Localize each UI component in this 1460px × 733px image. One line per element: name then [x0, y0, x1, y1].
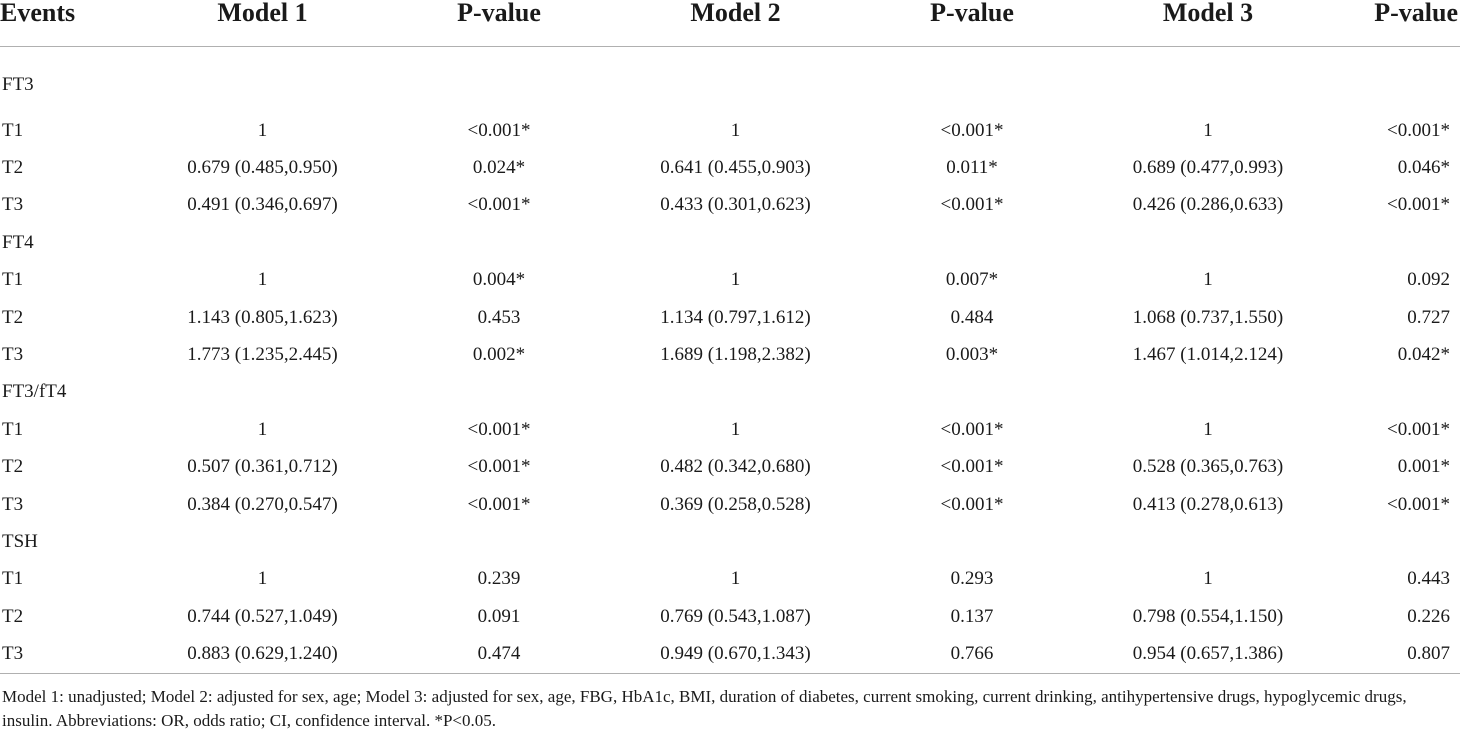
- p-value-2: [878, 47, 1066, 113]
- model-3-value: 1.467 (1.014,2.124): [1132, 344, 1284, 366]
- p-value-2: 0.766: [878, 635, 1066, 674]
- model-2-value: 0.641 (0.455,0.903): [660, 157, 811, 179]
- model-1-value: [120, 374, 405, 411]
- model-2-value: [593, 47, 878, 113]
- table-row: [0, 486, 1460, 523]
- tertile-label: T1: [2, 568, 24, 590]
- tertile-label: T3: [2, 493, 24, 515]
- model-3-value: 1: [1203, 418, 1213, 440]
- model-1-value: 0.384 (0.270,0.547): [187, 493, 338, 515]
- p-value-3: <0.001*: [1387, 493, 1450, 515]
- model-2-value: 0.769 (0.543,1.087): [660, 605, 811, 627]
- p-value-1: [405, 224, 593, 261]
- p-value-2: 0.484: [950, 306, 994, 328]
- header-p-value-2: P-value: [878, 0, 1066, 47]
- table-header: [0, 0, 1460, 47]
- model-2-value: 0.949 (0.670,1.343): [593, 635, 878, 674]
- model-3-value: [1066, 224, 1350, 261]
- tertile-label: T2: [2, 157, 24, 179]
- tertile-label: T2: [2, 605, 24, 627]
- table-row: [0, 411, 1460, 448]
- table-body: [0, 47, 1460, 674]
- model-2-value: 1: [730, 119, 741, 141]
- p-value-2: 0.011*: [946, 157, 998, 179]
- model-1-value: 0.491 (0.346,0.697): [187, 194, 338, 216]
- model-2-value: 0.433 (0.301,0.623): [660, 194, 811, 216]
- p-value-1: 0.239: [477, 568, 521, 590]
- group-label: TSH: [2, 530, 38, 552]
- p-value-1: 0.453: [477, 306, 521, 328]
- p-value-2: <0.001*: [940, 456, 1004, 478]
- model-1-value: 0.883 (0.629,1.240): [120, 635, 405, 674]
- model-1-value: [120, 523, 405, 560]
- p-value-1: 0.474: [405, 635, 593, 674]
- p-value-3: 0.042*: [1397, 344, 1450, 366]
- model-3-value: 1: [1203, 269, 1213, 291]
- table-footnote: Model 1: unadjusted; Model 2: adjusted for sex, age; Model 3: adjusted for sex, age, FBG, HbA1c, BMI, duration of diabetes, current smoking, current drinking, antihypertensive drugs, hypoglycemic drugs, insulin. Abbreviations: OR, odds ratio; CI, confidence interval. *P<0.05.: [2, 687, 1407, 730]
- group-label: FT3/fT4: [2, 381, 67, 403]
- p-value-3: 0.092: [1407, 269, 1450, 291]
- p-value-2: [878, 523, 1066, 560]
- header-p-value-1: P-value: [405, 0, 593, 47]
- p-value-1: <0.001*: [467, 194, 531, 216]
- p-value-1: [405, 523, 593, 560]
- tertile-label: T3: [2, 344, 24, 366]
- tertile-label: T3: [2, 194, 24, 216]
- p-value-2: 0.007*: [945, 269, 999, 291]
- group-row: [0, 374, 1460, 411]
- p-value-1: [405, 374, 593, 411]
- model-1-value: 1: [257, 418, 268, 440]
- p-value-1: [405, 47, 593, 113]
- table-row: [0, 635, 1460, 674]
- tertile-label: T3: [0, 635, 120, 674]
- p-value-3: <0.001*: [1387, 119, 1450, 141]
- p-value-1: 0.024*: [472, 157, 526, 179]
- p-value-3: 0.226: [1407, 605, 1450, 627]
- table-row: [0, 336, 1460, 373]
- model-2-value: 1: [730, 568, 741, 590]
- model-1-value: 1: [257, 568, 268, 590]
- tertile-label: T1: [2, 418, 24, 440]
- model-3-value: 0.426 (0.286,0.633): [1132, 194, 1284, 216]
- model-3-value: 0.528 (0.365,0.763): [1132, 456, 1284, 478]
- model-1-value: [120, 47, 405, 113]
- model-1-value: 1.143 (0.805,1.623): [187, 306, 338, 328]
- p-value-2: <0.001*: [940, 119, 1004, 141]
- model-3-value: [1066, 47, 1350, 113]
- model-3-value: 1.068 (0.737,1.550): [1132, 306, 1284, 328]
- model-2-value: 1.689 (1.198,2.382): [660, 344, 811, 366]
- p-value-2: 0.003*: [945, 344, 999, 366]
- tertile-label: T2: [2, 306, 24, 328]
- model-3-value: [1066, 523, 1350, 560]
- model-2-value: [593, 523, 878, 560]
- model-1-value: [120, 224, 405, 261]
- model-3-value: 0.689 (0.477,0.993): [1132, 157, 1284, 179]
- model-2-value: 1.134 (0.797,1.612): [660, 306, 811, 328]
- model-2-value: 1: [730, 269, 741, 291]
- p-value-3: <0.001*: [1387, 418, 1450, 440]
- p-value-2: <0.001*: [940, 194, 1004, 216]
- table-row: [0, 299, 1460, 336]
- header-p-value-3: P-value: [1350, 0, 1460, 47]
- p-value-2: 0.137: [950, 605, 994, 627]
- model-1-value: 1: [257, 269, 268, 291]
- tertile-label: T1: [2, 119, 24, 141]
- p-value-1: 0.002*: [472, 344, 526, 366]
- model-2-value: 0.369 (0.258,0.528): [660, 493, 811, 515]
- model-3-value: 1: [1203, 119, 1213, 141]
- p-value-1: <0.001*: [467, 456, 531, 478]
- model-1-value: 0.679 (0.485,0.950): [187, 157, 338, 179]
- group-label: FT4: [2, 231, 34, 253]
- header-row: [0, 0, 1460, 47]
- header-model-3: Model 3: [1066, 0, 1350, 47]
- p-value-3: <0.001*: [1387, 194, 1450, 216]
- p-value-1: 0.004*: [472, 269, 526, 291]
- p-value-3: 0.001*: [1397, 456, 1450, 478]
- model-1-value: 0.744 (0.527,1.049): [187, 605, 338, 627]
- group-row: [0, 224, 1460, 261]
- p-value-2: <0.001*: [940, 418, 1004, 440]
- header-model-2: Model 2: [593, 0, 878, 47]
- model-2-value: [593, 224, 878, 261]
- tertile-label: T1: [2, 269, 24, 291]
- group-label: FT3: [2, 73, 34, 95]
- p-value-3: [1350, 523, 1460, 560]
- group-row: [0, 523, 1460, 560]
- table-row: [0, 112, 1460, 149]
- table-row: [0, 449, 1460, 486]
- p-value-3: 0.727: [1407, 306, 1450, 328]
- p-value-3: 0.046*: [1397, 157, 1450, 179]
- p-value-2: [878, 224, 1066, 261]
- model-1-value: 0.507 (0.361,0.712): [187, 456, 338, 478]
- model-1-value: 1.773 (1.235,2.445): [187, 344, 338, 366]
- model-2-value: 1: [730, 418, 741, 440]
- model-1-value: 1: [257, 119, 268, 141]
- group-row: [0, 47, 1460, 113]
- model-3-value: 0.798 (0.554,1.150): [1132, 605, 1284, 627]
- table-row: [0, 598, 1460, 635]
- p-value-2: <0.001*: [940, 493, 1004, 515]
- p-value-3: [1350, 374, 1460, 411]
- table-row: [0, 561, 1460, 598]
- table-row: [0, 187, 1460, 224]
- p-value-3: [1350, 224, 1460, 261]
- p-value-2: 0.293: [950, 568, 994, 590]
- p-value-3: 0.443: [1407, 568, 1450, 590]
- model-3-value: 0.954 (0.657,1.386): [1066, 635, 1350, 674]
- model-3-value: 1: [1203, 568, 1213, 590]
- table-row: [0, 262, 1460, 299]
- tertile-label: T2: [2, 456, 24, 478]
- model-2-value: [593, 374, 878, 411]
- p-value-3: [1350, 47, 1460, 113]
- p-value-1: <0.001*: [467, 119, 531, 141]
- p-value-2: [878, 374, 1066, 411]
- header-model-1: Model 1: [120, 0, 405, 47]
- model-2-value: 0.482 (0.342,0.680): [660, 456, 811, 478]
- model-3-value: 0.413 (0.278,0.613): [1132, 493, 1284, 515]
- p-value-1: <0.001*: [467, 493, 531, 515]
- model-3-value: [1066, 374, 1350, 411]
- p-value-1: <0.001*: [467, 418, 531, 440]
- p-value-3: 0.807: [1350, 635, 1460, 674]
- p-value-1: 0.091: [477, 605, 521, 627]
- header-events: Events: [0, 0, 120, 47]
- table-row: [0, 149, 1460, 186]
